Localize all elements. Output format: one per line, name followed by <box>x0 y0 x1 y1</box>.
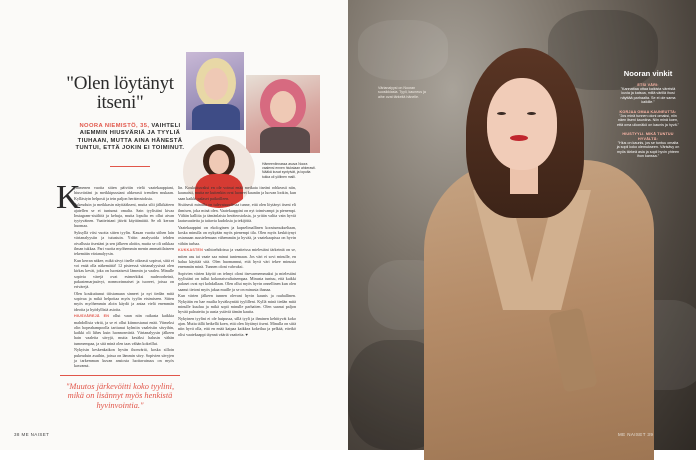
face-shape <box>204 68 228 100</box>
woman-face <box>487 78 557 170</box>
paragraph-text: vaihtoehdoissa ja vaatteissa mielestäni tärkeintä on se, miten asu tai vaate saa minut tuntemaan. Jos väri ei sovi minulle, en halua käyttää sitä. Olen huomannut, että hyvä väri tekee minusta enemmän minä. Tunnen oloni vahvaksi. <box>178 247 296 269</box>
stone-texture <box>358 20 448 80</box>
subhead-text: VAIHTELI AIEMMIN HIUSVÄRIÄ JA TYYLIÄ TIUHAAN, MUTTA AINA HÄNESTÄ TUNTUI, ETTÄ JOKIN EI TOIMINUT. <box>75 123 185 152</box>
paragraph: Nykyinen tyylini ei ole huipussa, sillä tyyli ja ihminen kehittyvät koko ajan. Mutta tällä hetkellä koen, että olen löytänyt itseni. Minulla on siitä niin hyvä olla, että en enää kaipaa kaikkea kokeilua ja pelkää, etteikö olisi vaatekaappi täynnä vääriä vaatteita. ♥ <box>178 315 297 337</box>
red-lips <box>510 135 528 141</box>
paragraph: Olen koukuttunut tiiistamaan sinneet ja nyt tiedän mitä sopivaa ja mikä helpottaa myös tyylin etsimiseen. Sitten myös myöhemmin aloin käydä ja antaa vielä enemmän ideoita ja hyödyllisiä asioita. <box>74 290 174 312</box>
tip-text: "Kannattaa ottaa kaikista väreistä kuvia ja katsoa, millä värillä ihosi näyttää parhaalta. Se ei ole sama kaikille." <box>620 87 676 105</box>
body-column-2 <box>178 185 296 338</box>
face-shape <box>270 91 296 123</box>
paragraph-text: ollut vaan niin raikasta kaikkia mahdollisia väriä, ja se ei ollut kiinnostanut enää. Viimeksi olin hopeahampoolla tarttunut kylmiin vaaleisiin sävyihin, kaikki oli lähes kuin luonnonväriä. Värianalyysin jälkeen hain vaaleita sävyjä, mutta kesäksi halusin vähän tummempaa, ja sitä minä olen taas vähän kokeillut. <box>74 313 174 346</box>
paragraph: Kun kerran näkee, mikä sävyt itselle oikeasti sopivat, siitä ei voi enää olla näkemättä! 12 pisteessä värianalyysissä olen kirkas kevät, joka on luontaisesti lämmin ja vaalea. Minulle sopivia värejä ovat esimerkiksi nudeoorheinä, pakastemarjasävyt, nonmorinnaiset ja tuoreet, joissa on erivärejä. <box>74 257 174 289</box>
photo-blonde-hair <box>186 52 244 130</box>
left-page <box>0 0 348 450</box>
tip-section <box>616 110 680 128</box>
paragraph: Vaatekaappini on ekologinen ja kapselimallinen koostumukseltaan, koska minulla on nykyään myös pienempi tila. Olen myös keskittynyt ostamaan asustelemaan vähemmän ja hyvää, ja vaatekaapissa on hyvin vähän turhaa. <box>178 224 296 246</box>
paragraph: Sopivien värien käyttö on tehnyt oloni itsevarmemmaksi ja mielestäni tyylistäni on tullut kokonaisvaltaisempaa. Minusta tuntuu, että kaikki palaset ovat nyt kohdallaan. Olen ollut myös hyvin onnellinen kun olen saanut tietoni myös jakaa muille ja se on minusta ihanaa. <box>178 270 296 292</box>
photo-pink-hair <box>246 75 320 153</box>
paragraph: lin. Koukuttuvaksi en ole voinut enää meikata itseäni rohkeasti niin, kaunaisti, mutta ne kuitenkin ovat luoneet kauniin ja luovan lookin, kun saan kaikki palaset paikoilleen. <box>178 185 296 201</box>
paragraph <box>74 313 174 346</box>
face-shape <box>209 150 229 174</box>
pull-quote: "Muutos järkevöitti koko tyylini, mikä on lisännyt myös henkistä hyvinvointia." <box>65 382 175 410</box>
top-garment <box>192 104 240 130</box>
sidebar-title: Nooran vinkit <box>623 69 673 78</box>
circle-photo-caption: Hämeenlinnassa asuva Noora vaalensi ennen hiuksiaan ahkerasti. Nääkä kuvat syntyivät, ja lopulta tukka oli yöllinen malli. <box>262 162 316 179</box>
page-folio-right: ME NAISET 39 <box>618 432 654 437</box>
tip-text: "Jos minä tunnen oloni omaksi, niin näen itseni kauniina. Niin minä koen, että oma ulkonäkö on kaunis ja hyvä." <box>617 114 679 127</box>
page-folio-left: 38 ME NAISET <box>14 432 50 437</box>
right-photo-caption: Värianalyysi on Nooran suosikkiasia. Tyyli, kauneus ja aihe ovat tärkeitä hänelle. <box>378 86 426 99</box>
article-subhead <box>66 123 194 153</box>
paragraph: Kun värien jälkeen tunnen olevani hyvin kaunis ja rauhallinen. Nykyään en hae muilta hyväksyntää tyylilleni. Kyllä minä tiedän mitä minulle kuuluu ja mikä sopii minulle parhaiten. Olen saanut paljon hyvää palautetta ja uusia ystäviä tämän kautta. <box>178 293 296 314</box>
tip-heading: HIUSTYYLI. MIKÄ TUNTUU HYVÄLTÄ: <box>622 132 674 141</box>
drop-cap: K <box>56 179 81 216</box>
body-column-1 <box>74 185 174 370</box>
paragraph: ymmenen vuotta sitten päivitin vielä vaatekaappiani, hiusväriäni ja meikkipussiani ahkerasti trendien mukaan. Kyllästyin helposti ja tein paljon heräteostoksia. <box>74 185 174 201</box>
tip-heading: ETSI VÄRI: <box>637 82 659 87</box>
paragraph: Nykyisin keskenkaikon hyvän ihonväriä, koska silloin pukeuduin asuihin, joissa on lämmin sävy. Sopivien sävyjen ja tarkemman kuvan ansiosta luottavaisuus on myös kasvanut. <box>74 347 174 368</box>
paragraph <box>178 247 296 269</box>
subject-name: NOORA NIEMISTÖ, 35, <box>79 123 150 129</box>
eye-shape <box>527 112 536 115</box>
tip-section <box>616 83 680 105</box>
tip-heading: KORJAA OMAA KAUNEUTTA: <box>619 109 677 114</box>
tips-sidebar <box>616 70 680 164</box>
paragraph: Pukeuduin ja meikkasin näyttääkseni, mutta silti jälkikäteen ajatellen se ei tuntunut omalta. Sain tyylistäni kivaa Instagram-sisältöä ja kehuja, mutta lopulta en ollut aivan tyytyväinen. Vaatteistani jäivät käyttämättä. Se oli kerran huomaa. <box>74 202 174 229</box>
lead-in: KUKKASTEN <box>178 248 203 253</box>
article-headline: "Olen löytänyt itseni" <box>66 73 174 113</box>
eye-shape <box>497 112 506 115</box>
accent-rule <box>110 166 150 167</box>
top-garment <box>260 127 310 153</box>
tip-section <box>616 132 680 158</box>
pull-quote-rule <box>60 375 180 376</box>
lead-in: HIUSVÄREJÄ EN <box>74 314 110 319</box>
paragraph: Sisäisesti minulla on tulevaisuudessa tunne, että olen löytänyt itseni eli ihmisen, joka minä olen. Vaatekaappini on nyt toimivampi ja pienempi. Vältän kalliita ja tämänlaisia heräteostoksia, ja yritän valita vain hyviä laatuvaatteita ja taitavia kudoksia ja tekijöitä. <box>178 202 296 223</box>
paragraph: Syksyllä viisi vuotta sitten tyylin. Kauan vuotta siihen lain värianalyysiin ja tutustuin. Yritin analysoida tehden oivallusta itsestäni ja sen jälkeen aloitin, mutta se oli raikkaa ilman tukkaa. Pari vuotta myöhemmin menin ammattilaiseen tekemään värianalyysin. <box>74 230 174 256</box>
tip-text: "Hius on kaunis, jos se tuntuu omalta ja sopii koko olemukseen. Värisävy on myös tärkeä asia ja sopii hyvin yhteen ihon kanssa." <box>616 141 680 159</box>
